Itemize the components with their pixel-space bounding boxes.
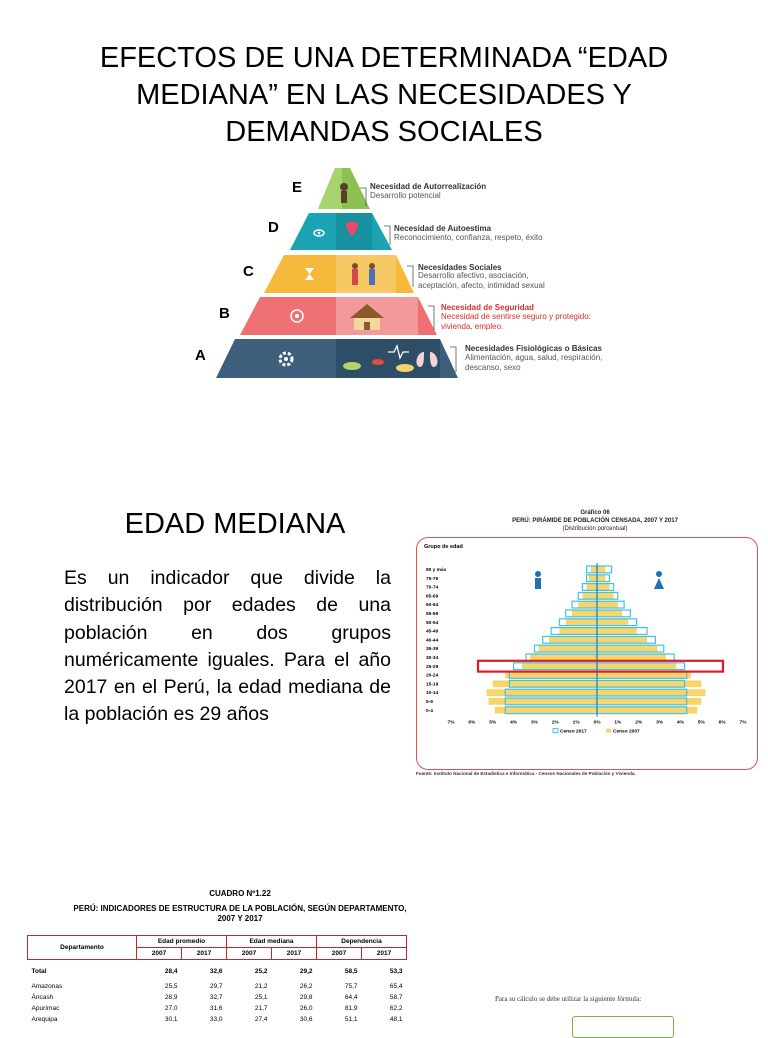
- table-row: [28, 1014, 407, 1025]
- x-tick-label: 1%: [614, 720, 622, 726]
- legend-2017-swatch: [553, 729, 558, 733]
- level-a-panel: [336, 339, 440, 378]
- age-tick-label: 45-49: [426, 629, 439, 635]
- bar-2007-female: [597, 628, 637, 635]
- level-letter-e: E: [292, 179, 303, 196]
- age-tick-label: 25-29: [426, 664, 439, 670]
- cell: 28,4: [164, 968, 178, 975]
- table-row: [28, 1003, 407, 1014]
- row-name: Apurímac: [31, 1005, 60, 1012]
- bar-2007-female: [597, 689, 705, 696]
- table-title: CUADRO Nº1.22: [209, 889, 271, 898]
- level-a-title: Necesidades Fisiológicas o Básicas: [465, 344, 602, 353]
- cell: 25,1: [254, 994, 268, 1001]
- bar-2007-male: [578, 601, 597, 608]
- age-tick-label: 80 y más: [426, 568, 447, 573]
- table-row: [28, 981, 407, 992]
- x-tick-label: 6%: [718, 720, 726, 726]
- x-tick-label: 4%: [510, 720, 518, 726]
- bar-2007-female: [597, 584, 610, 591]
- year-cell: 2017: [272, 948, 317, 960]
- bar-2007-male: [549, 636, 597, 643]
- legend-2007-label: Censo 2007: [613, 729, 640, 735]
- year-cell: 2007: [137, 948, 182, 960]
- chart-subtitle-2: (Distribución porcentual): [562, 526, 628, 532]
- x-tick-label: 1%: [572, 720, 580, 726]
- x-tick-label: 5%: [697, 720, 705, 726]
- table-header-row: [28, 936, 407, 948]
- bar-2007-male: [539, 645, 597, 652]
- cell: 53,3: [389, 968, 403, 975]
- cell: 64,4: [344, 994, 358, 1001]
- cell: 81,9: [344, 1005, 358, 1012]
- level-b-desc: Necesidad de sentirse seguro y protegido: vivienda, empleo.: [441, 312, 591, 331]
- legend-2007-swatch: [606, 729, 611, 733]
- bar-2007-female: [597, 663, 676, 670]
- bar-2007-female: [597, 707, 697, 714]
- level-c-desc: Desarrollo afectivo, asociación, aceptación, afecto, intimidad sexual: [418, 271, 545, 290]
- cell: 48,1: [389, 1016, 403, 1023]
- bar-2007-female: [597, 601, 618, 608]
- table-row: [28, 992, 407, 1003]
- cell: 62,2: [389, 1005, 403, 1012]
- bar-2007-female: [597, 645, 657, 652]
- cell: 28,9: [164, 994, 178, 1001]
- age-tick-label: 15-19: [426, 682, 439, 688]
- row-name: Áncash: [31, 994, 54, 1001]
- female-icon: [656, 571, 662, 577]
- header-departamento: Departamento: [28, 936, 137, 960]
- chart-subtitle: PERÚ: PIRÁMIDE DE POBLACIÓN CENSADA, 2007 Y 2017: [512, 518, 678, 524]
- level-c-panel: [336, 255, 396, 293]
- cell: 58,7: [389, 994, 403, 1001]
- cell: 33,0: [209, 1016, 223, 1023]
- bar-2007-female: [597, 619, 628, 626]
- male-icon-body: [535, 578, 541, 589]
- person-mountain-icon: [340, 183, 348, 203]
- header-edad-mediana: Edad mediana: [227, 936, 317, 948]
- formula-box: [572, 1016, 674, 1038]
- age-tick-label: 50-54: [426, 620, 439, 626]
- level-letter-c: C: [243, 263, 254, 280]
- bar-2007-female: [597, 636, 647, 643]
- bar-2007-male: [582, 592, 597, 599]
- level-letter-b: B: [219, 305, 230, 322]
- formula-note: Para su cálculo se debe utilizar la siguiente fórmula:: [495, 995, 642, 1003]
- level-e-cap: [318, 168, 342, 209]
- age-tick-label: 20-24: [426, 673, 439, 679]
- age-tick-label: 0-4: [426, 708, 433, 714]
- cell: 26,2: [299, 983, 313, 990]
- bar-2007-female: [597, 575, 605, 582]
- chart-title: Gráfico 06: [580, 510, 610, 516]
- cell: 32,6: [209, 968, 223, 975]
- table-row: [28, 966, 407, 977]
- x-tick-label: 7%: [739, 720, 747, 726]
- bar-2007-male: [495, 707, 597, 714]
- bar-2007-male: [493, 680, 597, 687]
- x-tick-label: 2%: [635, 720, 643, 726]
- bar-2007-male: [559, 628, 597, 635]
- chart-source: Fuente: Instituto Nacional de Estadística e Informática - Censos Nacionales de Población y Vivienda.: [416, 771, 636, 776]
- age-tick-label: 10-14: [426, 691, 439, 697]
- slide2-title: EDAD MEDIANA: [124, 508, 346, 540]
- y-axis-label: Grupo de edad: [424, 544, 463, 550]
- age-tick-label: 35-39: [426, 647, 439, 653]
- x-tick-label: 0%: [593, 720, 601, 726]
- bar-2007-female: [597, 680, 701, 687]
- age-tick-label: 60-64: [426, 603, 439, 609]
- x-tick-label: 3%: [656, 720, 664, 726]
- cell: 21,2: [254, 983, 268, 990]
- cell: 25,5: [164, 983, 178, 990]
- level-letter-d: D: [268, 219, 279, 236]
- age-tick-label: 65-69: [426, 594, 439, 600]
- cell: 30,1: [164, 1016, 178, 1023]
- row-name: Amazonas: [31, 983, 63, 990]
- cell: 58,5: [344, 968, 358, 975]
- cell: 26,0: [299, 1005, 313, 1012]
- cell: 65,4: [389, 983, 403, 990]
- year-cell: 2017: [362, 948, 407, 960]
- table-subtitle-years: 2007 Y 2017: [217, 914, 263, 923]
- age-tick-label: 30-34: [426, 656, 439, 661]
- legend-2017-label: Censo 2017: [560, 729, 587, 735]
- level-d-desc: Reconocimiento, confianza, respeto, éxito: [394, 233, 543, 242]
- bar-2007-male: [591, 566, 597, 573]
- cell: 29,7: [209, 983, 223, 990]
- level-letter-a: A: [195, 347, 206, 364]
- table-subtitle: PERÚ: INDICADORES DE ESTRUCTURA DE LA POBLACIÓN, SEGÚN DEPARTAMENTO,: [73, 904, 407, 913]
- x-tick-label: 2%: [551, 720, 559, 726]
- needs-pyramid: [0, 0, 768, 445]
- bar-2007-male: [572, 610, 597, 617]
- header-edad-promedio: Edad promedio: [137, 936, 227, 948]
- year-cell: 2007: [317, 948, 362, 960]
- year-cell: 2007: [227, 948, 272, 960]
- level-b-title: Necesidad de Seguridad: [441, 303, 534, 312]
- bar-2007-female: [597, 610, 622, 617]
- level-a-desc: Alimentación, agua, salud, respiración, descanso, sexo: [465, 353, 603, 372]
- bar-2007-male: [486, 689, 597, 696]
- x-tick-label: 6%: [468, 720, 476, 726]
- cell: 27,0: [164, 1005, 178, 1012]
- title-line: MEDIANA” EN LAS NECESIDADES Y: [136, 79, 632, 111]
- female-icon-body: [654, 578, 664, 589]
- cell: 30,6: [299, 1016, 313, 1023]
- row-name: Arequipa: [31, 1016, 58, 1023]
- bar-2007-female: [597, 566, 605, 573]
- level-c-title: Necesidades Sociales: [418, 263, 502, 272]
- x-tick-label: 3%: [530, 720, 538, 726]
- age-tick-label: 40-44: [426, 638, 439, 644]
- x-tick-label: 7%: [447, 720, 455, 726]
- cell: 27,4: [254, 1016, 268, 1023]
- indicators-table: [27, 935, 407, 1025]
- header-dependencia: Dependencia: [317, 936, 407, 948]
- definition-paragraph: Es un indicador que divide la distribución por edades de una población en dos grupos numéricamente iguales. Para el año 2017 en el Perú, la edad mediana de la población es 29 años: [64, 567, 391, 726]
- cell: 29,2: [299, 968, 313, 975]
- row-name: Total: [31, 968, 47, 975]
- title-line: DEMANDAS SOCIALES: [225, 116, 543, 148]
- x-tick-label: 5%: [489, 720, 497, 726]
- x-tick-label: 4%: [676, 720, 684, 726]
- year-cell: 2017: [182, 948, 227, 960]
- bar-2007-male: [589, 575, 597, 582]
- bar-2007-male: [522, 663, 597, 670]
- cell: 51,1: [344, 1016, 358, 1023]
- population-pyramid-chart: [416, 537, 756, 768]
- male-icon: [535, 571, 541, 577]
- bar-2007-female: [597, 698, 701, 705]
- age-tick-label: 5-9: [426, 700, 433, 705]
- cell: 75,7: [344, 983, 358, 990]
- title-line: EFECTOS DE UNA DETERMINADA “EDAD: [99, 42, 669, 74]
- age-tick-label: 75-79: [426, 576, 439, 582]
- bar-2007-male: [566, 619, 597, 626]
- cell: 31,6: [209, 1005, 223, 1012]
- cell: 21,7: [254, 1005, 268, 1012]
- bar-2007-female: [597, 592, 614, 599]
- age-tick-label: 55-59: [426, 612, 439, 617]
- age-tick-label: 70-74: [426, 585, 439, 591]
- level-e-title: Necesidad de Autorrealización: [370, 182, 487, 191]
- bar-2007-male: [587, 584, 597, 591]
- level-e-desc: Desarrollo potencial: [370, 191, 441, 200]
- cell: 32,7: [209, 994, 223, 1001]
- cell: 29,8: [299, 994, 313, 1001]
- level-d-title: Necesidad de Autoestima: [394, 224, 492, 233]
- cell: 25,2: [254, 968, 268, 975]
